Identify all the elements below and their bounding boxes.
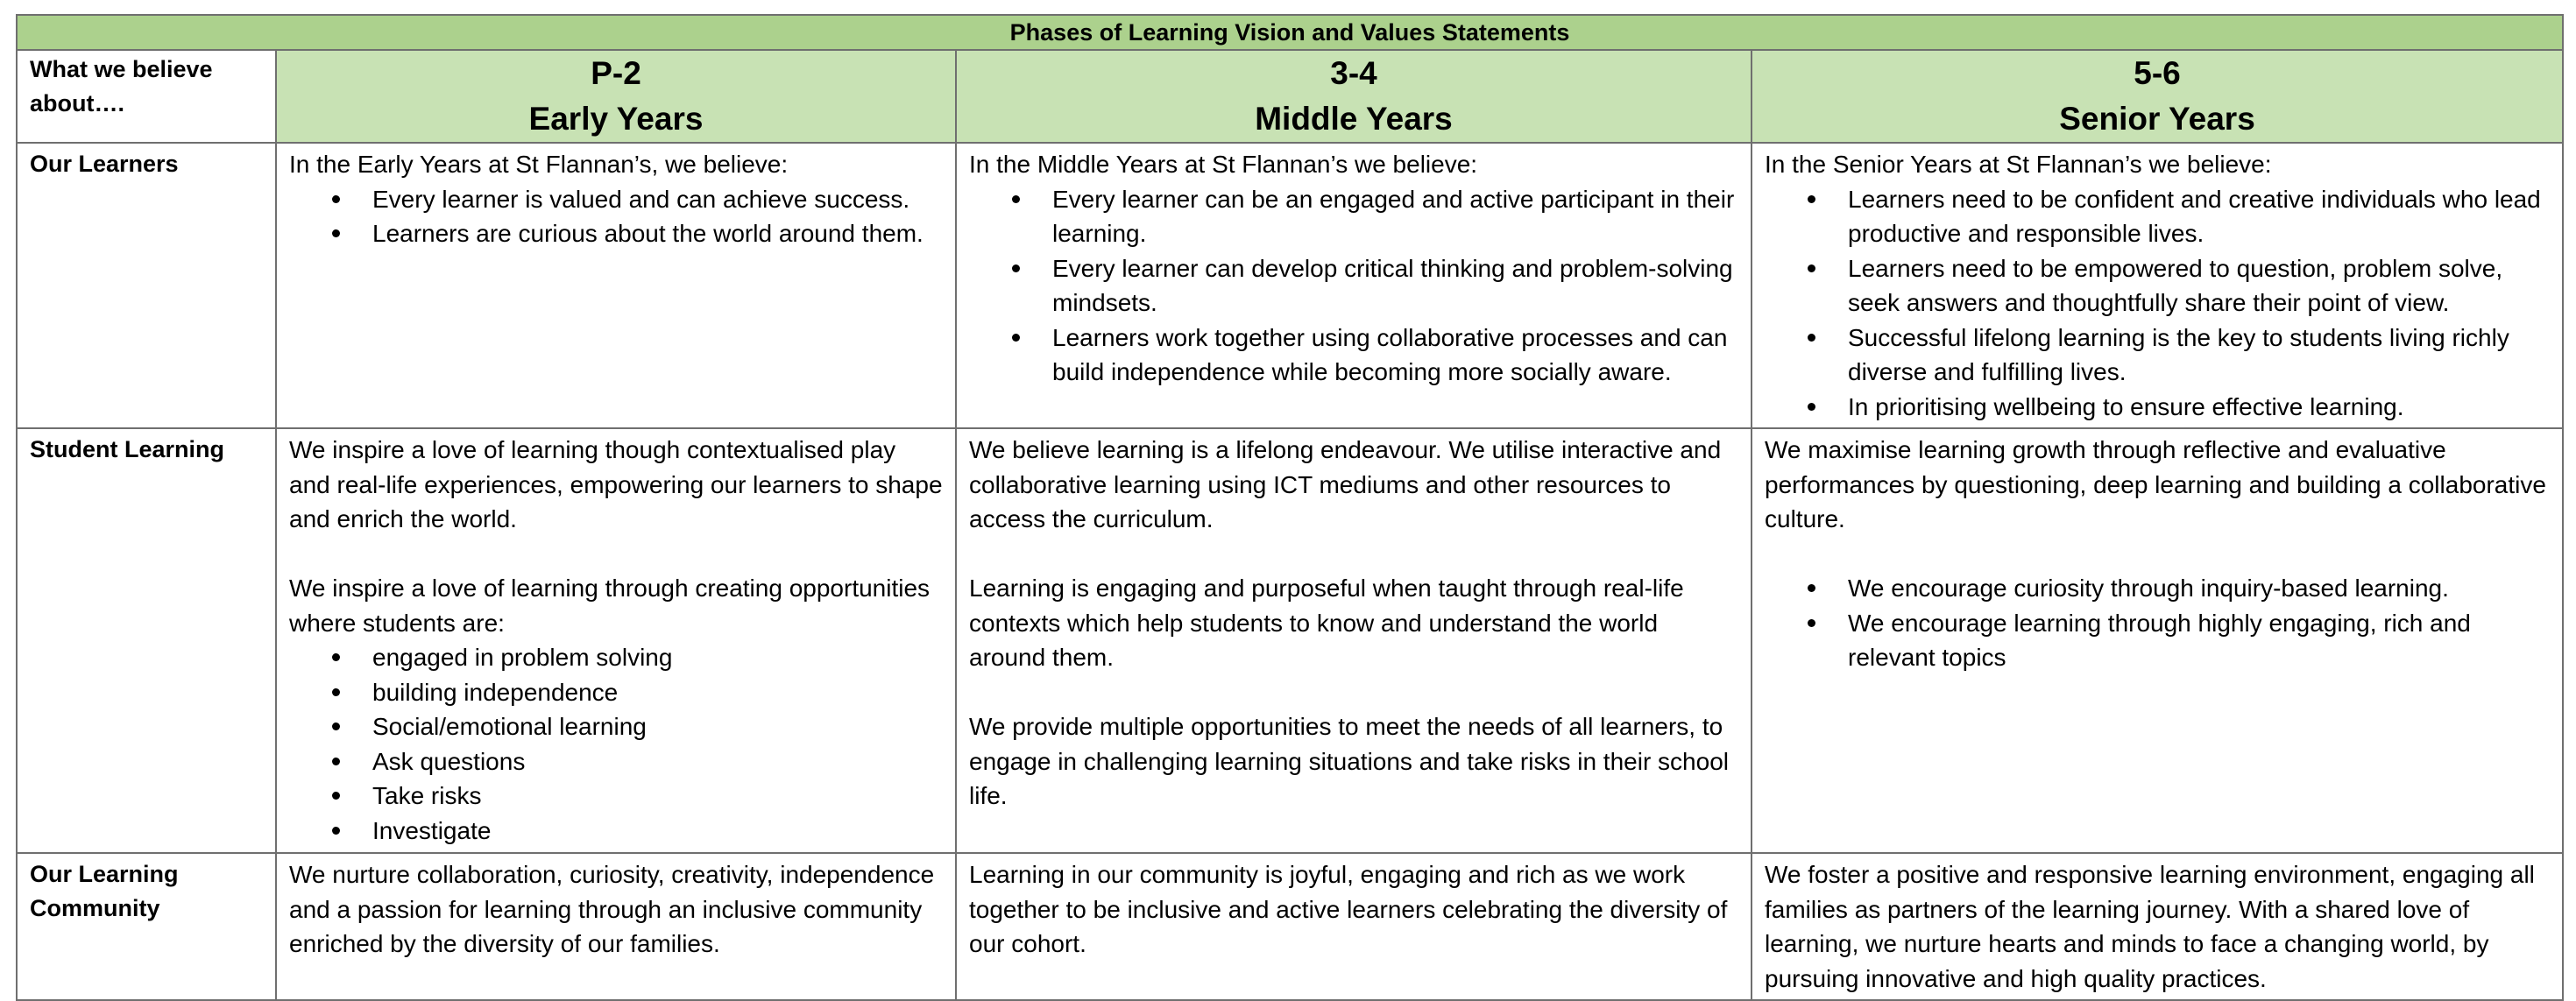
cell-student-senior [1752,428,2563,853]
cell-learners-middle [956,143,1752,428]
table-row [17,143,2563,428]
phase-range: P-2 [591,55,641,91]
list-item: Successful lifelong learning is the key to students living richly diverse and fulfilling lives. [1848,321,2550,390]
phase-header-middle [956,50,1752,143]
phase-header-early [276,50,956,143]
row-heading-our-learners: Our Learners [17,143,276,428]
list-item: Learners are curious about the world around them. [372,216,943,251]
vision-values-table [16,14,2564,1001]
cell-paragraph: We believe learning is a lifelong endeavour. We utilise interactive and collaborative learning using ICT mediums and other resources to access the curriculum. [969,436,1722,532]
cell-paragraph: We nurture collaboration, curiosity, creativity, independence and a passion for learning through an inclusive community enriched by the diversity of our families. [289,861,935,957]
cell-intro: In the Senior Years at St Flannan’s we believe: [1765,151,2272,178]
list-item: Every learner is valued and can achieve success. [372,182,943,217]
phase-range: 5-6 [2134,55,2181,91]
believe-header: What we believe about…. [17,50,276,143]
list-item: Learners need to be empowered to question, problem solve, seek answers and thoughtfully share their point of view. [1848,251,2550,321]
list-item: Investigate [372,814,943,849]
cell-community-middle [956,853,1752,1000]
row-heading-student-learning: Student Learning [17,428,276,853]
vision-values-document [16,14,2562,1001]
bullet-list [969,182,1738,390]
phase-header-senior [1752,50,2563,143]
list-item: building independence [372,675,943,710]
bullet-list [289,182,943,251]
list-item: Learners need to be confident and creative individuals who lead productive and responsible lives. [1848,182,2550,251]
cell-paragraph: We inspire a love of learning though contextualised play and real-life experiences, empowering our learners to shape and enrich the world. [289,436,943,532]
list-item: Take risks [372,779,943,814]
table-title: Phases of Learning Vision and Values Statements [17,15,2563,50]
cell-paragraph: Learning in our community is joyful, engaging and rich as we work together to be inclusive and active learners celebrating the diversity of our cohort. [969,861,1728,957]
row-heading-learning-community: Our Learning Community [17,853,276,1000]
cell-paragraph: We inspire a love of learning through creating opportunities where students are: [289,575,931,637]
phase-name: Early Years [528,101,704,137]
cell-paragraph: We foster a positive and responsive learning environment, engaging all families as partners of the learning journey. With a shared love of learning, we nurture hearts and minds to face a changing world, by pursuing innovative and high quality practices. [1765,861,2535,992]
table-row [17,853,2563,1000]
cell-learners-early [276,143,956,428]
bullet-list [1765,571,2550,675]
cell-intro: In the Middle Years at St Flannan’s we believe: [969,151,1478,178]
list-item: Ask questions [372,744,943,779]
cell-student-middle [956,428,1752,853]
phase-name: Middle Years [1255,101,1453,137]
table-row [17,428,2563,853]
cell-community-senior [1752,853,2563,1000]
list-item: In prioritising wellbeing to ensure effective learning. [1848,390,2550,425]
cell-community-early [276,853,956,1000]
cell-intro: In the Early Years at St Flannan’s, we believe: [289,151,789,178]
list-item: engaged in problem solving [372,640,943,675]
cell-paragraph: Learning is engaging and purposeful when taught through real-life contexts which help students to know and understand the world around them. [969,575,1684,671]
bullet-list [289,640,943,848]
list-item: Social/emotional learning [372,709,943,744]
phase-range: 3-4 [1330,55,1377,91]
list-item: We encourage learning through highly engaging, rich and relevant topics [1848,606,2550,675]
list-item: We encourage curiosity through inquiry-based learning. [1848,571,2550,606]
phase-name: Senior Years [2059,101,2255,137]
cell-paragraph: We maximise learning growth through reflective and evaluative performances by questioning, deep learning and building a collaborative culture. [1765,436,2546,532]
list-item: Every learner can be an engaged and active participant in their learning. [1052,182,1738,251]
list-item: Every learner can develop critical thinking and problem-solving mindsets. [1052,251,1738,321]
cell-paragraph: We provide multiple opportunities to meet the needs of all learners, to engage in challenging learning situations and take risks in their school life. [969,713,1729,809]
cell-student-early [276,428,956,853]
bullet-list [1765,182,2550,425]
cell-learners-senior [1752,143,2563,428]
list-item: Learners work together using collaborative processes and can build independence while becoming more socially aware. [1052,321,1738,390]
